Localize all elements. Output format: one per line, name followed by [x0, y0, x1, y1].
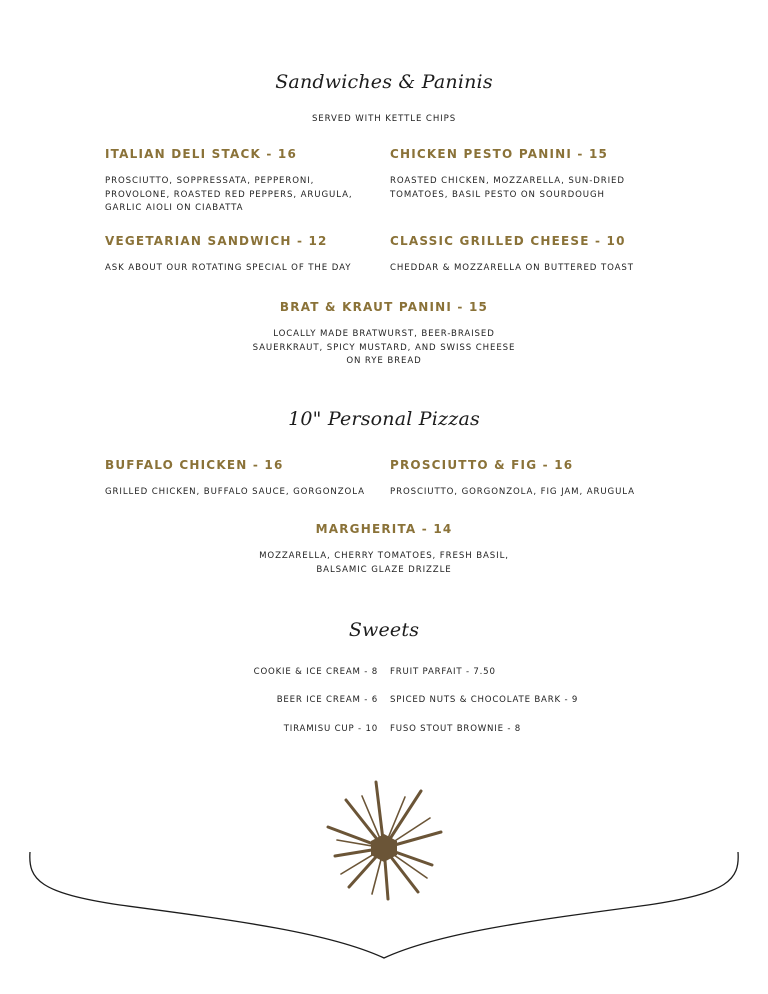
menu-item-title: BRAT & KRAUT PANINI - 15 — [279, 300, 489, 314]
section-title-pizzas: 10" Personal Pizzas — [288, 408, 480, 430]
menu-item-description: GRILLED CHICKEN, BUFFALO SAUCE, GORGONZOLA — [105, 487, 365, 497]
menu-item-title: CHICKEN PESTO PANINI - 15 — [390, 147, 609, 161]
menu-item-description: ROASTED CHICKEN, MOZZARELLA, SUN-DRIED TOMATOES, BASIL PESTO ON SOURDOUGH — [390, 176, 625, 200]
curved-bottom-divider — [30, 852, 738, 958]
menu-item-description: PROSCIUTTO, GORGONZOLA, FIG JAM, ARUGULA — [390, 487, 635, 497]
menu-item-description: MOZZARELLA, CHERRY TOMATOES, FRESH BASIL, BALSAMIC GLAZE DRIZZLE — [259, 551, 509, 575]
menu-item-description: CHEDDAR & MOZZARELLA ON BUTTERED TOAST — [390, 263, 634, 273]
sweet-item: FRUIT PARFAIT - 7.50 — [390, 667, 496, 677]
menu-item-title: BUFFALO CHICKEN - 16 — [105, 458, 284, 472]
section-title-sweets: Sweets — [348, 619, 420, 641]
section-title-sandwiches: Sandwiches & Paninis — [275, 71, 493, 93]
menu-item-title: VEGETARIAN SANDWICH - 12 — [105, 234, 328, 248]
menu-item-description: PROSCIUTTO, SOPPRESSATA, PEPPERONI, PROVOLONE, ROASTED RED PEPPERS, ARUGULA, GARLIC AIOLI ON CIABATTA — [105, 176, 353, 214]
section-subtitle-sandwiches: SERVED WITH KETTLE CHIPS — [311, 114, 457, 124]
menu-item-title: CLASSIC GRILLED CHEESE - 10 — [390, 234, 626, 248]
menu-item-title: ITALIAN DELI STACK - 16 — [105, 147, 297, 161]
sweet-item: BEER ICE CREAM - 6 — [276, 695, 378, 705]
sweet-item: FUSO STOUT BROWNIE - 8 — [390, 724, 522, 734]
sweet-item: TIRAMISU CUP - 10 — [283, 724, 378, 734]
starburst-emblem-icon — [328, 782, 441, 899]
menu-item-description: ASK ABOUT OUR ROTATING SPECIAL OF THE DAY — [105, 263, 352, 273]
sweet-item: COOKIE & ICE CREAM - 8 — [253, 667, 378, 677]
sweet-item: SPICED NUTS & CHOCOLATE BARK - 9 — [390, 695, 579, 705]
menu-item-description: LOCALLY MADE BRATWURST, BEER-BRAISED SAUERKRAUT, SPICY MUSTARD, AND SWISS CHEESE ON RYE BREAD — [252, 329, 516, 367]
menu-item-title: PROSCIUTTO & FIG - 16 — [390, 458, 574, 472]
menu-item-title: MARGHERITA - 14 — [315, 522, 453, 536]
